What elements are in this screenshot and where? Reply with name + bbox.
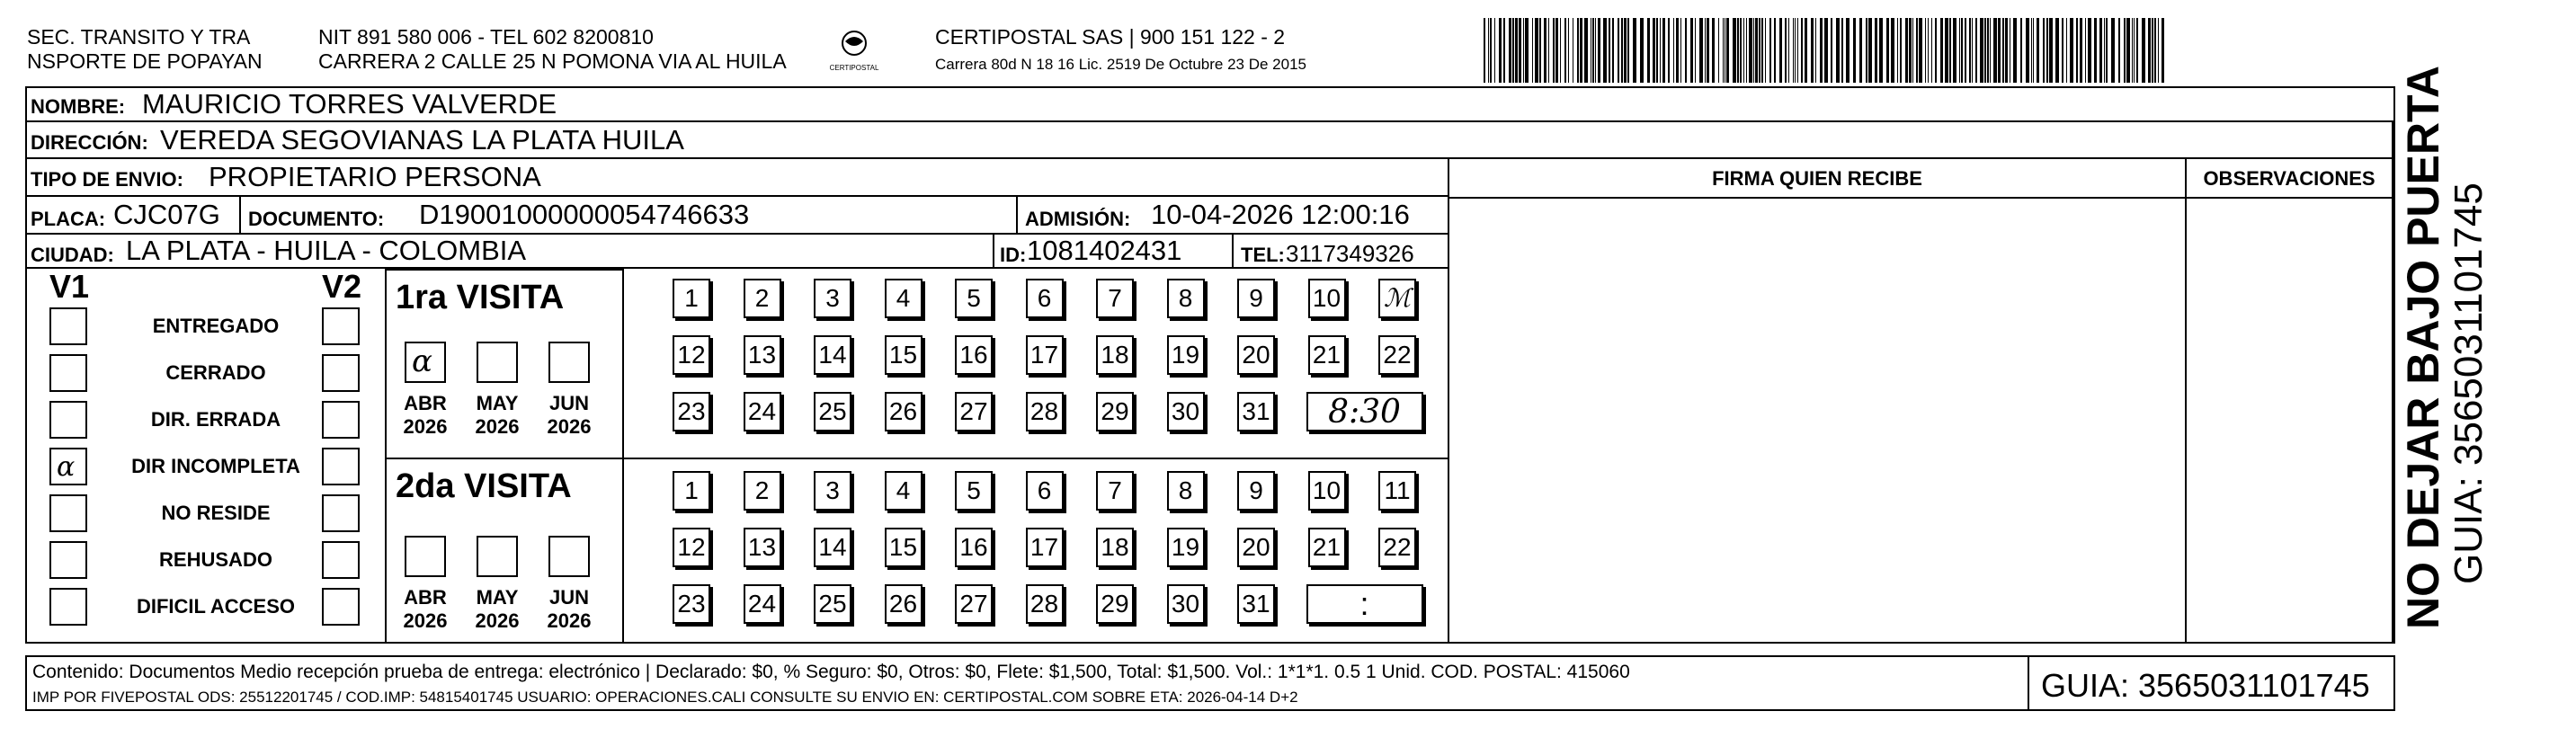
day-number: 25: [818, 397, 847, 425]
day-checkbox[interactable]: [885, 471, 923, 511]
day-number: 14: [818, 341, 847, 369]
day-checkbox[interactable]: [1167, 528, 1205, 567]
day-checkbox[interactable]: [814, 392, 851, 431]
day-checkbox[interactable]: [744, 279, 781, 318]
day-checkbox[interactable]: [1096, 392, 1134, 431]
row-direccion: [27, 122, 2393, 159]
day-checkbox[interactable]: [1237, 471, 1275, 511]
day-number: 1: [684, 284, 699, 312]
status-label: DIR INCOMPLETA: [131, 455, 300, 477]
month-name: JUN: [548, 392, 589, 414]
day-number: 10: [1312, 284, 1341, 312]
day-number: 7: [1108, 284, 1122, 312]
day-number: 25: [818, 590, 847, 618]
month-name: MAY: [476, 392, 519, 414]
day-number: 14: [818, 533, 847, 561]
time-value: :: [1359, 585, 1369, 622]
month-checkbox[interactable]: [548, 342, 590, 383]
day-checkbox[interactable]: [1378, 471, 1416, 511]
day-checkbox[interactable]: [814, 528, 851, 567]
day-checkbox[interactable]: [814, 279, 851, 318]
v1-checkbox[interactable]: [49, 588, 87, 626]
month-year: 2026: [403, 415, 448, 438]
day-checkbox[interactable]: [1237, 335, 1275, 375]
day-checkbox[interactable]: [1308, 335, 1346, 375]
day-checkbox[interactable]: [1096, 335, 1134, 375]
day-checkbox[interactable]: [673, 471, 710, 511]
time-value: 8:30: [1328, 394, 1401, 431]
nombre-label: NOMBRE:: [31, 95, 126, 118]
day-checkbox[interactable]: [1096, 279, 1134, 318]
day-number: 19: [1171, 533, 1200, 561]
status-label: REHUSADO: [159, 548, 272, 571]
day-number: 4: [896, 476, 911, 504]
v1-checkbox[interactable]: [49, 541, 87, 579]
day-checkbox[interactable]: [744, 471, 781, 511]
month-year: 2026: [475, 415, 520, 438]
day-number: 26: [888, 590, 918, 618]
month-year: 2026: [403, 609, 448, 632]
day-number: 27: [959, 397, 988, 425]
license-line: Carrera 80d N 18 16 Lic. 2519 De Octubre 23 De 2015: [935, 56, 1306, 73]
observaciones-area[interactable]: [2187, 199, 2392, 644]
footer-contenido: Contenido: Documentos Medio recepción prueba de entrega: electrónico | Declarado: $0, % Seguro: $0, Otros: $0, Flete: $1,500, Total: $1,500. Vol.: 1*1*1. 0.5 1 Unid. COD. POSTAL: 415060: [32, 662, 1630, 682]
side-warning: NO DEJAR BAJO PUERTA: [2398, 66, 2448, 629]
footer-guia: GUIA: 3565031101745: [2041, 667, 2370, 704]
documento-value: D19001000000054746633: [419, 199, 750, 230]
status-label: NO RESIDE: [161, 502, 271, 524]
day-checkbox[interactable]: [673, 392, 710, 431]
month-label: [394, 586, 457, 633]
month-year: 2026: [547, 609, 592, 632]
firma-label: FIRMA QUIEN RECIBE: [1712, 167, 1922, 190]
status-label: ENTREGADO: [152, 315, 280, 337]
day-number: 5: [967, 476, 981, 504]
v2-checkbox[interactable]: [322, 307, 360, 345]
day-checkbox[interactable]: [814, 584, 851, 624]
month-label: [394, 392, 457, 439]
day-checkbox[interactable]: [955, 528, 993, 567]
day-number: 3: [825, 476, 840, 504]
day-checkbox[interactable]: [744, 528, 781, 567]
day-number: 1: [684, 476, 699, 504]
day-checkbox[interactable]: [1026, 584, 1064, 624]
month-name: MAY: [476, 586, 519, 609]
tel-label: TEL:: [1241, 244, 1285, 266]
day-checkbox[interactable]: [1237, 392, 1275, 431]
month-name: ABR: [404, 392, 447, 414]
day-number: 29: [1101, 590, 1129, 618]
day-checkbox[interactable]: [955, 279, 993, 318]
day-number: 4: [896, 284, 911, 312]
month-checkbox[interactable]: [477, 536, 518, 577]
address-line: CARRERA 2 CALLE 25 N POMONA VIA AL HUILA: [318, 49, 787, 73]
day-checkbox[interactable]: [1167, 392, 1205, 431]
month-year: 2026: [547, 415, 592, 438]
day-checkbox[interactable]: [1026, 279, 1064, 318]
day-checkbox[interactable]: [1167, 279, 1205, 318]
time-box[interactable]: [1306, 392, 1423, 431]
id-label: ID:: [1000, 244, 1027, 266]
first-visit-title: 1ra VISITA: [396, 279, 565, 316]
nombre-value: MAURICIO TORRES VALVERDE: [142, 88, 557, 120]
day-checkbox[interactable]: [1308, 528, 1346, 567]
sender-line-1: SEC. TRANSITO Y TRA: [27, 25, 251, 49]
day-handwritten-mark: ℳ: [1384, 283, 1411, 313]
day-checkbox[interactable]: [1378, 528, 1416, 567]
day-checkbox[interactable]: [673, 335, 710, 375]
status-label: DIFICIL ACCESO: [136, 595, 295, 618]
day-checkbox[interactable]: [885, 528, 923, 567]
side-guia: GUIA: 3565031101745: [2447, 182, 2491, 584]
day-number: 9: [1249, 284, 1263, 312]
v2-checkbox[interactable]: [322, 448, 360, 485]
day-number: 28: [1030, 590, 1059, 618]
day-number: 2: [754, 476, 770, 504]
row-tipo-envio: [27, 159, 1448, 197]
month-checkbox[interactable]: [405, 342, 446, 383]
day-checkbox[interactable]: [955, 392, 993, 431]
day-number: 29: [1101, 397, 1129, 425]
month-checkbox[interactable]: [477, 342, 518, 383]
day-checkbox[interactable]: [955, 584, 993, 624]
day-checkbox[interactable]: [744, 584, 781, 624]
barcode: [1484, 18, 2167, 83]
day-checkbox[interactable]: [673, 279, 710, 318]
day-number: 20: [1242, 341, 1270, 369]
day-number: 9: [1249, 476, 1263, 504]
day-checkbox[interactable]: [814, 335, 851, 375]
day-checkbox[interactable]: [1096, 528, 1134, 567]
day-checkbox[interactable]: [1308, 279, 1346, 318]
month-label: [538, 392, 601, 439]
day-number: 23: [677, 590, 706, 618]
day-number: 18: [1101, 533, 1129, 561]
ciudad-label: CIUDAD:: [31, 244, 114, 266]
day-number: 18: [1101, 341, 1129, 369]
day-checkbox[interactable]: [955, 335, 993, 375]
month-checkbox[interactable]: [548, 536, 590, 577]
v2-checkbox[interactable]: [322, 494, 360, 532]
day-number: 12: [677, 533, 706, 561]
v1-checkbox[interactable]: [49, 307, 87, 345]
day-number: 6: [1037, 476, 1052, 504]
footer-imp: IMP POR FIVEPOSTAL ODS: 25512201745 / COD.IMP: 54815401745 USUARIO: OPERACIONES.CALI CONSULTE SU ENVIO EN: CERTIPOSTAL.COM SOBRE ETA: 2026-04-14 D+2: [32, 689, 1298, 706]
day-number: 7: [1108, 476, 1122, 504]
day-checkbox[interactable]: [885, 392, 923, 431]
month-handwritten-mark: ɑ: [412, 343, 432, 379]
day-checkbox[interactable]: [744, 392, 781, 431]
id-value: 1081402431: [1027, 235, 1182, 266]
certipostal-logo: [809, 25, 899, 75]
day-number: 13: [747, 341, 777, 369]
day-checkbox[interactable]: [1026, 335, 1064, 375]
row-nombre: [27, 88, 2393, 122]
day-number: 17: [1030, 341, 1059, 369]
day-checkbox[interactable]: [1378, 335, 1416, 375]
status-label: CERRADO: [165, 361, 266, 384]
time-box[interactable]: [1306, 584, 1423, 624]
ciudad-value: LA PLATA - HUILA - COLOMBIA: [126, 235, 527, 266]
v1-checkbox[interactable]: [49, 448, 87, 485]
month-checkbox[interactable]: [405, 536, 446, 577]
day-number: 19: [1171, 341, 1200, 369]
day-number: 31: [1242, 590, 1270, 618]
month-name: ABR: [404, 586, 447, 609]
day-checkbox[interactable]: [885, 335, 923, 375]
day-number: 15: [888, 533, 918, 561]
day-number: 17: [1030, 533, 1059, 561]
day-checkbox[interactable]: [673, 584, 710, 624]
tel-value: 3117349326: [1286, 240, 1414, 267]
day-number: 24: [747, 397, 777, 425]
day-checkbox[interactable]: [814, 471, 851, 511]
firma-area[interactable]: [1449, 199, 2185, 644]
day-checkbox[interactable]: [1167, 471, 1205, 511]
v2-label: V2: [322, 268, 362, 305]
day-checkbox[interactable]: [1096, 471, 1134, 511]
v2-checkbox[interactable]: [322, 588, 360, 626]
nit-line: NIT 891 580 006 - TEL 602 8200810: [318, 25, 654, 49]
day-checkbox[interactable]: [1026, 392, 1064, 431]
day-number: 24: [747, 590, 777, 618]
placa-value: CJC07G: [113, 199, 220, 230]
day-checkbox[interactable]: [1378, 279, 1416, 318]
month-label: [466, 586, 529, 633]
day-number: 21: [1312, 533, 1341, 561]
day-number: 8: [1178, 284, 1193, 312]
day-number: 12: [677, 341, 706, 369]
day-number: 10: [1312, 476, 1341, 504]
day-checkbox[interactable]: [1167, 335, 1205, 375]
placa-label: PLACA:: [31, 208, 106, 230]
day-number: 27: [959, 590, 988, 618]
day-checkbox[interactable]: [885, 279, 923, 318]
day-checkbox[interactable]: [673, 528, 710, 567]
month-label: [466, 392, 529, 439]
month-year: 2026: [475, 609, 520, 632]
v1-checkbox[interactable]: [49, 354, 87, 392]
v2-checkbox[interactable]: [322, 401, 360, 439]
v1-label: V1: [49, 268, 90, 305]
day-number: 11: [1384, 476, 1411, 504]
day-checkbox[interactable]: [1167, 584, 1205, 624]
day-number: 21: [1312, 341, 1341, 369]
v2-checkbox[interactable]: [322, 541, 360, 579]
day-number: 16: [959, 533, 988, 561]
day-number: 31: [1242, 397, 1270, 425]
tipo-label: TIPO DE ENVIO:: [31, 168, 183, 191]
direccion-label: DIRECCIÓN:: [31, 131, 148, 154]
day-checkbox[interactable]: [1308, 471, 1346, 511]
day-number: 22: [1383, 533, 1412, 561]
day-number: 6: [1037, 284, 1052, 312]
day-number: 15: [888, 341, 918, 369]
v2-checkbox[interactable]: [322, 354, 360, 392]
day-checkbox[interactable]: [1026, 471, 1064, 511]
day-number: 30: [1171, 397, 1200, 425]
documento-label: DOCUMENTO:: [248, 208, 385, 230]
day-number: 23: [677, 397, 706, 425]
row-ciudad: [27, 235, 1448, 269]
day-number: 22: [1383, 341, 1412, 369]
month-name: JUN: [548, 586, 589, 609]
admision-label: ADMISIÓN:: [1025, 208, 1131, 230]
v1-handwritten-mark: ɑ: [57, 451, 76, 483]
admision-value: 10-04-2026 12:00:16: [1151, 199, 1410, 230]
day-number: 3: [825, 284, 840, 312]
observaciones-label: OBSERVACIONES: [2203, 167, 2375, 190]
day-checkbox[interactable]: [1237, 528, 1275, 567]
sender-line-2: NSPORTE DE POPAYAN: [27, 49, 263, 73]
row-placa: [27, 197, 1448, 235]
month-label: [538, 586, 601, 633]
day-checkbox[interactable]: [955, 471, 993, 511]
day-checkbox[interactable]: [1237, 584, 1275, 624]
day-number: 2: [754, 284, 770, 312]
day-checkbox[interactable]: [885, 584, 923, 624]
day-number: 8: [1178, 476, 1193, 504]
day-number: 5: [967, 284, 981, 312]
day-number: 16: [959, 341, 988, 369]
day-checkbox[interactable]: [1096, 584, 1134, 624]
v1-checkbox[interactable]: [49, 401, 87, 439]
day-checkbox[interactable]: [744, 335, 781, 375]
tipo-value: PROPIETARIO PERSONA: [209, 161, 541, 192]
logo-text: CERTIPOSTAL: [829, 64, 879, 72]
direccion-value: VEREDA SEGOVIANAS LA PLATA HUILA: [160, 124, 684, 156]
status-label: DIR. ERRADA: [150, 408, 281, 431]
second-visit-title: 2da VISITA: [396, 467, 572, 505]
day-checkbox[interactable]: [1237, 279, 1275, 318]
company-line: CERTIPOSTAL SAS | 900 151 122 - 2: [935, 25, 1286, 49]
day-number: 30: [1171, 590, 1200, 618]
day-number: 20: [1242, 533, 1270, 561]
day-number: 26: [888, 397, 918, 425]
day-checkbox[interactable]: [1026, 528, 1064, 567]
day-number: 28: [1030, 397, 1059, 425]
day-number: 13: [747, 533, 777, 561]
v1-checkbox[interactable]: [49, 494, 87, 532]
